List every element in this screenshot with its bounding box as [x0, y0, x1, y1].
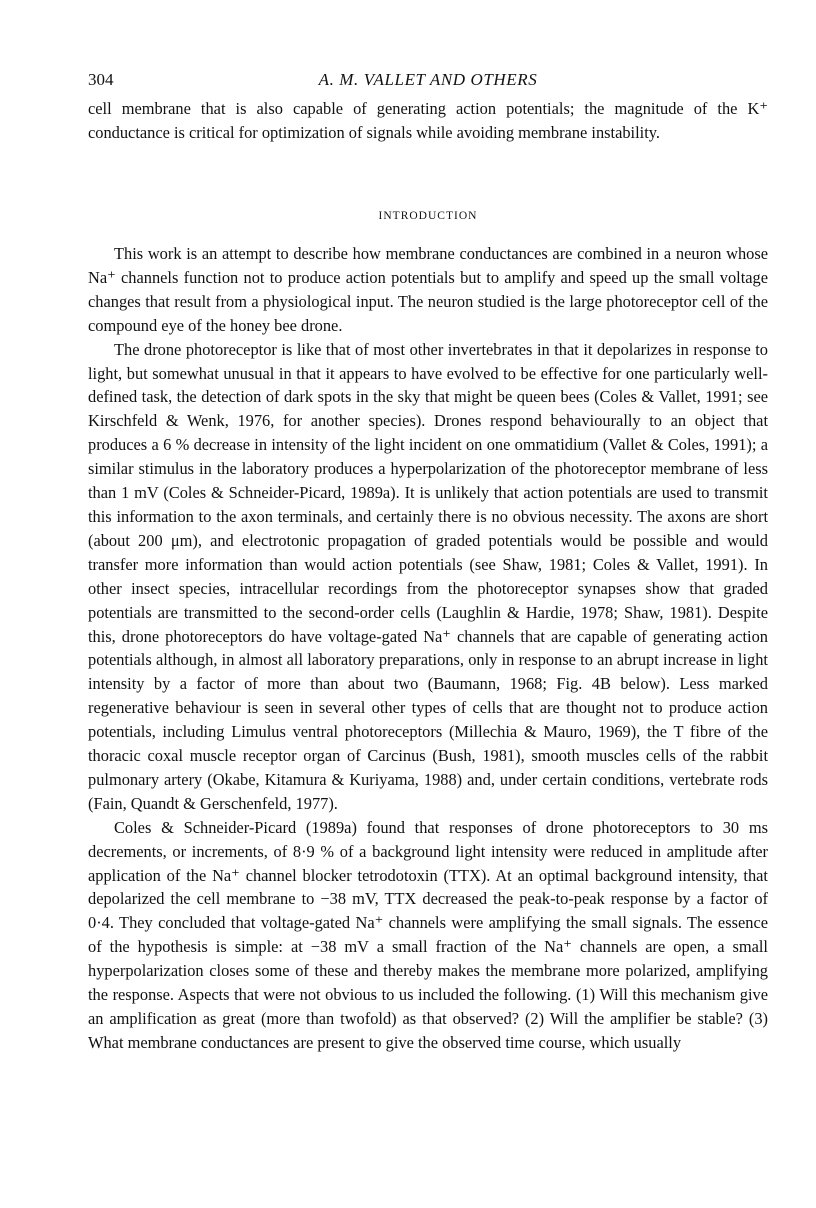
section-heading: INTRODUCTION	[378, 210, 478, 222]
running-head: A. M. VALLET AND OTHERS	[318, 70, 538, 89]
abstract-continuation	[88, 97, 768, 145]
paragraph-2: The drone photoreceptor is like that of most other invertebrates in that it depolarizes in response to light, but somewhat unusual in that it appears to have evolved to be effective for one particularly well-defined task, the detection of dark spots in the sky that might be queen bees (Coles & Vallet, 1991; see Kirschfeld & Wenk, 1976, for another species). Drones respond behaviourally to an object that produces a 6 % decrease in intensity of the light incident on one ommatidium (Vallet & Coles, 1991); a similar stimulus in the laboratory produces a hyperpolarization of the photoreceptor membrane of less than 1 mV (Coles & Schneider-Picard, 1989a). It is unlikely that action potentials are used to transmit this information to the axon terminals, and certainly there is no obvious necessity. The axons are short (about 200 μm), and electrotonic propagation of graded potentials would be possible and would transfer more information than would action potentials (see Shaw, 1981; Coles & Vallet, 1991). In other insect species, intracellular recordings from the photoreceptor synapses show that graded potentials are transmitted to the second-order cells (Laughlin & Hardie, 1978; Shaw, 1981). Despite this, drone photoreceptors do have voltage-gated Na⁺ channels that are capable of generating action potentials although, in almost all laboratory preparations, only in response to an abrupt increase in light intensity by a factor of more than about two (Baumann, 1968; Fig. 4B below). Less marked regenerative behaviour is seen in several other types of cells that are thought not to produce action potentials, including Limulus ventral photoreceptors (Millechia & Mauro, 1969), the T fibre of the thoracic coxal muscle receptor organ of Carcinus (Bush, 1981), smooth muscles cells of the rabbit pulmonary artery (Okabe, Kitamura & Kuriyama, 1988) and, under certain conditions, vertebrate rods (Fain, Quandt & Gerschenfeld, 1977).	[88, 339, 768, 813]
paragraph-3: Coles & Schneider-Picard (1989a) found that responses of drone photoreceptors to 30 ms decrements, or increments, of 8·9 % of a background light intensity were reduced in amplitude after application of the Na⁺ channel blocker tetrodotoxin (TTX). At an optimal background intensity, that depolarized the cell membrane to −38 mV, TTX decreased the peak-to-peak response by a factor of 0·4. They concluded that voltage-gated Na⁺ channels were amplifying the small signals. The essence of the hypothesis is simple: at −38 mV a small fraction of the Na⁺ channels are open, a small hyperpolarization closes some of these and thereby makes the membrane more polarized, amplifying the response. Aspects that were not obvious to us included the following. (1) Will this mechanism give an amplification as great (more than twofold) as that observed? (2) Will the amplifier be stable? (3) What membrane conductances are present to give the observed time course, which usually	[88, 817, 768, 1052]
abstract-tail-text: cell membrane that is also capable of generating action potentials; the magnitude of the K⁺ conductance is critical for optimization of signals while avoiding membrane instability.	[88, 99, 768, 142]
page-header	[88, 70, 768, 96]
paragraph-1: This work is an attempt to describe how membrane conductances are combined in a neuron whose Na⁺ channels function not to produce action potentials but to amplify and speed up the small voltage changes that result from a physiological input. The neuron studied is the large photoreceptor cell of the compound eye of the honey bee drone.	[88, 244, 768, 335]
page-number: 304	[88, 70, 114, 89]
introduction-body	[88, 242, 768, 1055]
